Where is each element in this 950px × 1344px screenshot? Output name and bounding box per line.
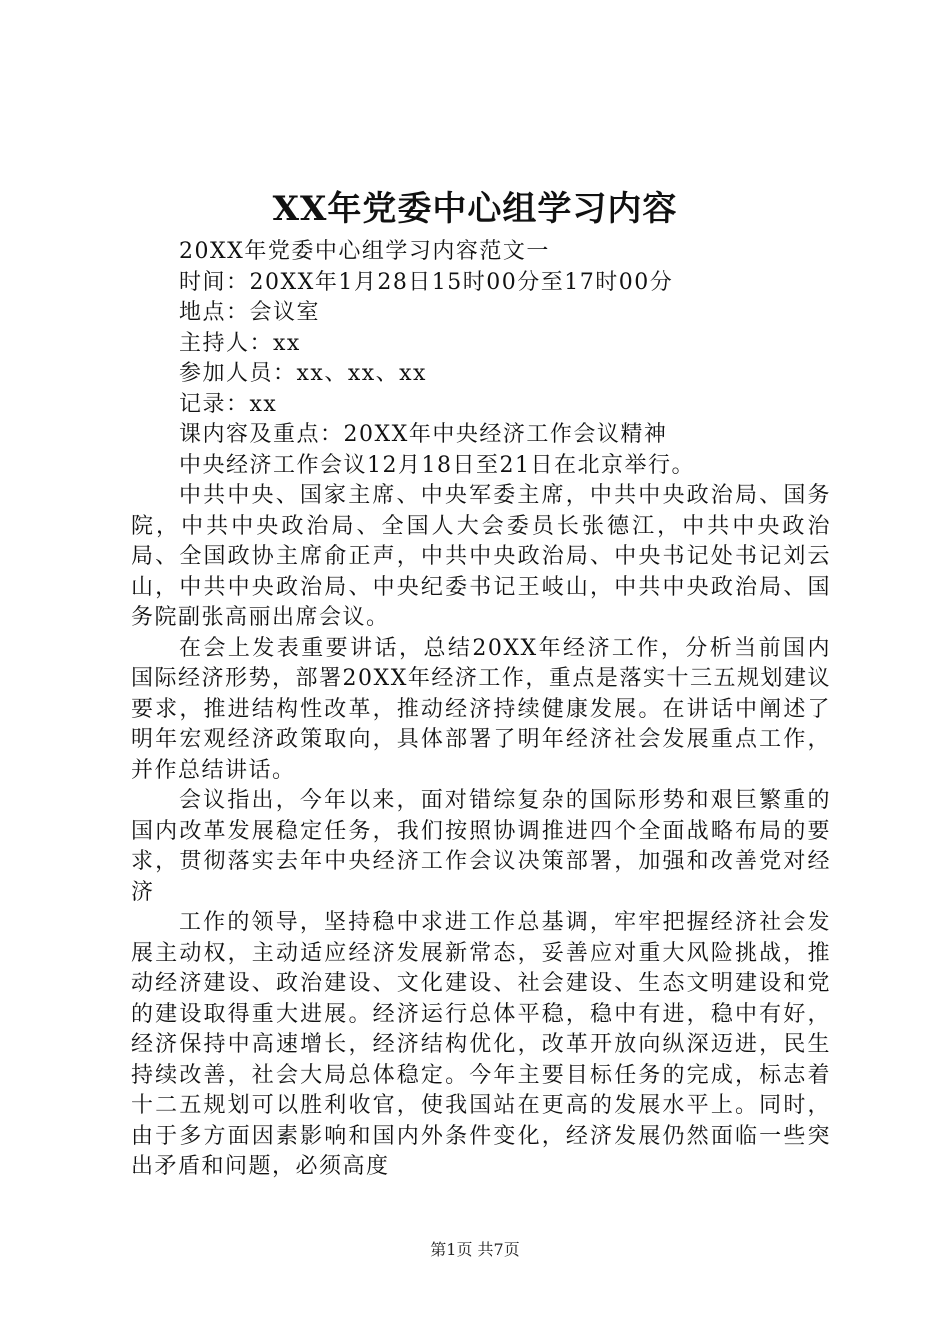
document-title: XX年党委中心组学习内容 xyxy=(272,189,678,229)
attendees-line: 参加人员：xx、xx、xx xyxy=(179,361,427,386)
body-paragraph: 会议指出，今年以来，面对错综复杂的国际形势和艰巨繁重的国内改革发展稳定任务，我们按照协调推进四个全面战略布局的要求，贯彻落实去年中央经济工作会议决策部署，加强和改善党对经济 xyxy=(131,788,831,905)
location-line: 地点：会议室 xyxy=(179,300,321,325)
topic-line: 课内容及重点：20XX年中央经济工作会议精神 xyxy=(179,422,668,447)
subtitle-line: 20XX年党委中心组学习内容范文一 xyxy=(179,239,550,264)
body-paragraph: 中共中央、国家主席、中央军委主席，中共中央政治局、国务院，中共中央政治局、全国人大会委员长张德江，中共中央政治局、全国政协主席俞正声，中共中央政治局、中央书记处书记刘云山，中共中央政治局、中央纪委书记王岐山，中共中央政治局、国务院副张高丽出席会议。 xyxy=(131,483,831,630)
meeting-intro-line: 中央经济工作会议12月18日至21日在北京举行。 xyxy=(179,452,695,478)
body-paragraph: 工作的领导，坚持稳中求进工作总基调，牢牢把握经济社会发展主动权，主动适应经济发展新常态，妥善应对重大风险挑战，推动经济建设、政治建设、文化建设、社会建设、生态文明建设和党的建设取得重大进展。经济运行总体平稳，稳中有进，稳中有好，经济保持中高速增长，经济结构优化，改革开放向纵深迈进，民生持续改善，社会大局总体稳定。今年主要目标任务的完成，标志着十二五规划可以胜利收官，使我国站在更高的发展水平上。同时，由于多方面因素影响和国内外条件变化，经济发展仍然面临一些突出矛盾和问题，必须高度 xyxy=(131,910,831,1179)
document-body xyxy=(131,237,831,1183)
recorder-line: 记录：xx xyxy=(179,391,278,417)
time-line: 时间：20XX年1月28日15时00分至17时00分 xyxy=(179,269,674,295)
page-footer: 第1页 共7页 xyxy=(430,1240,520,1259)
host-line: 主持人：xx xyxy=(179,330,301,356)
body-paragraph: 在会上发表重要讲话，总结20XX年经济工作，分析当前国内国际经济形势，部署20XX年经济工作，重点是落实十三五规划建议要求，推进结构性改革，推动经济持续健康发展。在讲话中阐述了明年宏观经济政策取向，具体部署了明年经济社会发展重点工作，并作总结讲话。 xyxy=(131,635,831,783)
